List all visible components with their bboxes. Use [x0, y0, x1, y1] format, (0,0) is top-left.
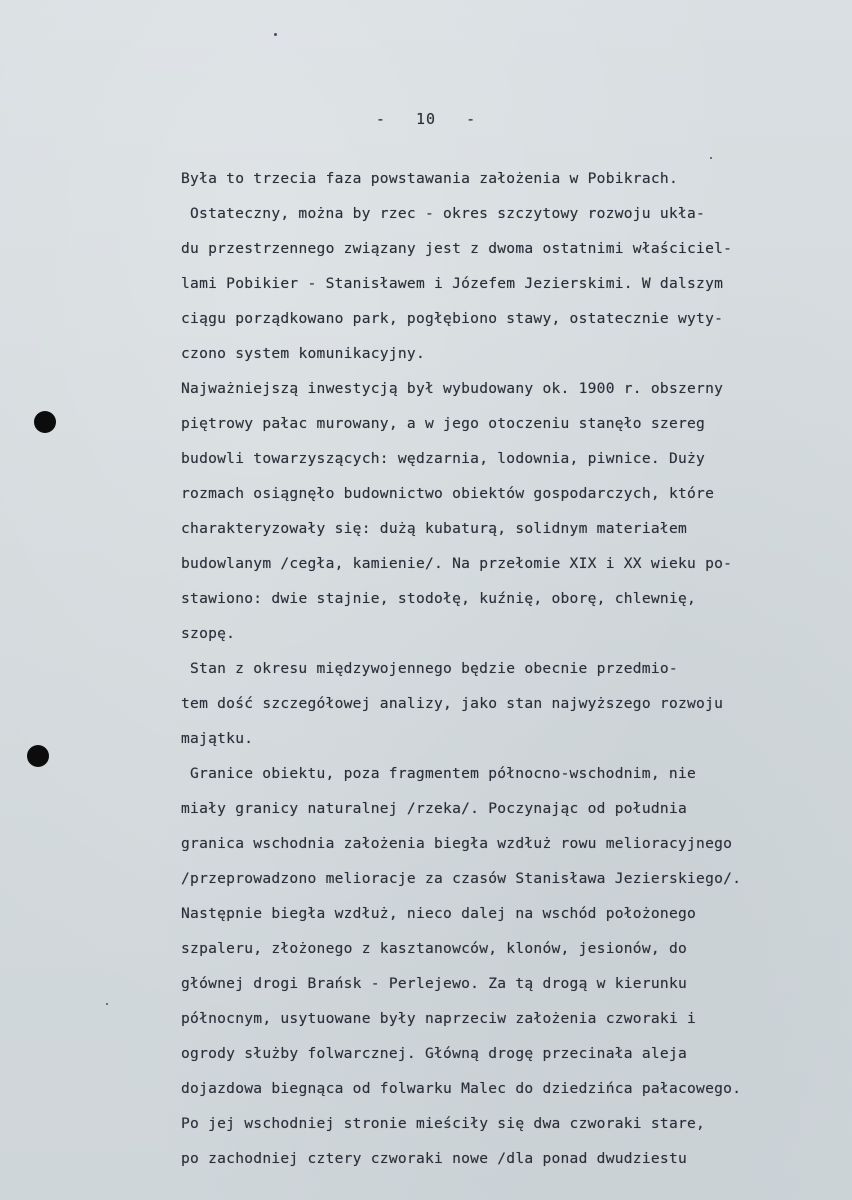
text-line: szpaleru, złożonego z kasztanowców, klonów, jesionów, do: [181, 940, 688, 957]
punch-hole-top: [34, 411, 56, 433]
text-line: szopę.: [181, 625, 236, 642]
text-line: dojazdowa biegnąca od folwarku Malec do dziedzińca pałacowego.: [181, 1080, 742, 1097]
paper-speck: [274, 33, 277, 36]
text-line: lami Pobikier - Stanisławem i Józefem Jezierskimi. W dalszym: [181, 275, 724, 292]
text-line: charakteryzowały się: dużą kubaturą, solidnym materiałem: [181, 520, 688, 537]
text-line: Następnie biegła wzdłuż, nieco dalej na wschód położonego: [181, 905, 697, 922]
text-line: rozmach osiągnęło budownictwo obiektów gospodarczych, które: [181, 485, 715, 502]
text-line: piętrowy pałac murowany, a w jego otoczeniu stanęło szereg: [181, 415, 706, 432]
text-line: tem dość szczegółowej analizy, jako stan najwyższego rozwoju: [181, 695, 724, 712]
text-line: /przeprowadzono melioracje za czasów Stanisława Jezierskiego/.: [181, 870, 742, 887]
text-line: Stan z okresu międzywojennego będzie obecnie przedmio-: [190, 660, 678, 677]
text-line: Była to trzecia faza powstawania założenia w Pobikrach.: [181, 170, 678, 187]
text-line: czono system komunikacyjny.: [181, 345, 425, 362]
text-line: stawiono: dwie stajnie, stodołę, kuźnię, oborę, chlewnię,: [181, 590, 697, 607]
text-line: majątku.: [181, 730, 254, 747]
text-line: Po jej wschodniej stronie mieściły się dwa czworaki stare,: [181, 1115, 706, 1132]
punch-hole-bottom: [27, 745, 49, 767]
text-line: miały granicy naturalnej /rzeka/. Poczynając od południa: [181, 800, 688, 817]
text-line: ogrody służby folwarcznej. Główną drogę przecinała aleja: [181, 1045, 688, 1062]
text-line: granica wschodnia założenia biegła wzdłuż rowu melioracyjnego: [181, 835, 733, 852]
text-line: północnym, usytuowane były naprzeciw założenia czworaki i: [181, 1010, 697, 1027]
text-line: głównej drogi Brańsk - Perlejewo. Za tą drogą w kierunku: [181, 975, 688, 992]
page-number: - 10 -: [375, 110, 477, 128]
text-line: budowli towarzyszących: wędzarnia, lodownia, piwnice. Duży: [181, 450, 706, 467]
text-line: budowlanym /cegła, kamienie/. Na przełomie XIX i XX wieku po-: [181, 555, 733, 572]
text-line: du przestrzennego związany jest z dwoma ostatnimi właściciel-: [181, 240, 733, 257]
text-line: ciągu porządkowano park, pogłębiono stawy, ostatecznie wyty-: [181, 310, 724, 327]
text-line: Ostateczny, można by rzec - okres szczytowy rozwoju ukła-: [190, 205, 706, 222]
text-line: po zachodniej cztery czworaki nowe /dla ponad dwudziestu: [181, 1150, 688, 1167]
text-line: Granice obiektu, poza fragmentem północno-wschodnim, nie: [190, 765, 697, 782]
text-line: Najważniejszą inwestycją był wybudowany ok. 1900 r. obszerny: [181, 380, 724, 397]
paper-speck: [106, 1003, 108, 1005]
paper-speck: [710, 157, 712, 159]
